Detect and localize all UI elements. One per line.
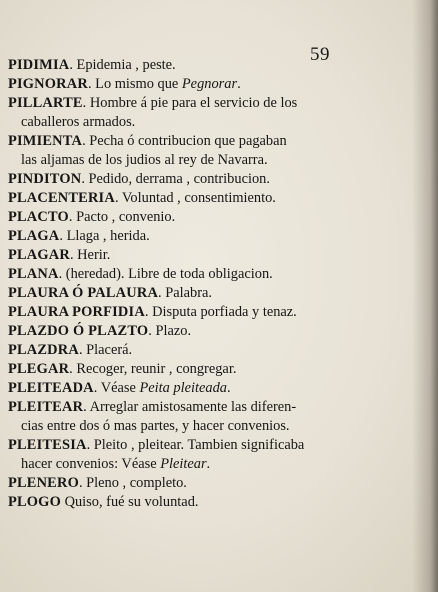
entry-text: . Arreglar amistosamente las diferen- (83, 399, 297, 415)
glossary-entry (8, 341, 326, 360)
glossary-entry (8, 132, 326, 170)
entry-line (8, 75, 326, 94)
entry-text: . Disputa porfiada y tenaz. (144, 304, 297, 320)
entry-line (8, 493, 326, 512)
glossary-entry (8, 360, 326, 379)
entry-text: . Pleito , pleitear. Tambien significaba (86, 437, 305, 453)
glossary-entry (8, 303, 326, 322)
entry-text: . Voluntad , consentimiento. (114, 190, 276, 206)
entry-text: . Pecha ó contribucion que pagaban (82, 133, 287, 149)
entry-continuation-line (8, 113, 326, 132)
entry-headword: PLAGA (8, 228, 60, 244)
entry-line (8, 265, 326, 284)
glossary-entry (8, 265, 326, 284)
entry-line (8, 341, 326, 360)
entry-headword: PLOGO (8, 494, 61, 510)
glossary-entry (8, 322, 326, 341)
entry-line (8, 208, 326, 227)
entry-text: . Pedido, derrama , contribucion. (81, 171, 270, 187)
entry-text: . Epidemia , peste. (69, 57, 176, 73)
glossary-entry (8, 436, 326, 474)
glossary-entry (8, 56, 326, 75)
entry-headword: PLACENTERIA (8, 190, 115, 206)
entry-text: . Pleno , completo. (78, 475, 187, 491)
entry-text: las aljamas de los judios al rey de Navarra. (21, 152, 268, 168)
entry-headword: PLAGAR (8, 247, 70, 263)
entry-text: . Llaga , herida. (59, 228, 150, 244)
entry-headword: PLANA (8, 266, 59, 282)
entry-headword: PLENERO (8, 475, 79, 491)
entry-line (8, 227, 326, 246)
entry-continuation-line (8, 151, 326, 170)
entry-headword: PLACTO (8, 209, 69, 225)
entry-line (8, 56, 326, 75)
glossary-entries (8, 56, 326, 512)
page-gutter-shadow (412, 0, 438, 592)
glossary-entry (8, 227, 326, 246)
entry-text: . (226, 380, 231, 396)
entry-headword: PLEITESIA (8, 437, 87, 453)
entry-continuation-line (8, 455, 326, 474)
entry-cross-reference: Pleitear (160, 456, 207, 472)
entry-text: . (heredad). Libre de toda obligacion. (58, 266, 273, 282)
entry-line (8, 360, 326, 379)
entry-line (8, 94, 326, 113)
entry-headword: PLAZDO Ó PLAZTO (8, 323, 149, 339)
glossary-entry (8, 189, 326, 208)
entry-headword: PLEITEAR (8, 399, 84, 415)
entry-text: cias entre dos ó mas partes, y hacer convenios. (21, 418, 290, 434)
entry-text: . Hombre á pie para el servicio de los (82, 95, 298, 111)
glossary-entry (8, 208, 326, 227)
entry-cross-reference: Pegnorar (181, 76, 238, 92)
entry-line (8, 436, 326, 455)
entry-headword: PIMIENTA (8, 133, 83, 149)
glossary-entry (8, 246, 326, 265)
entry-text: . Recoger, reunir , congregar. (69, 361, 237, 377)
entry-text: . Lo mismo que (87, 76, 182, 92)
entry-headword: PIDIMIA (8, 57, 70, 73)
entry-line (8, 246, 326, 265)
entry-line (8, 322, 326, 341)
entry-headword: PLEITEADA (8, 380, 94, 396)
entry-text: . Palabra. (158, 285, 212, 301)
entry-headword: PLEGAR (8, 361, 70, 377)
entry-headword: PILLARTE (8, 95, 83, 111)
entry-headword: PINDITON (8, 171, 82, 187)
entry-continuation-line (8, 417, 326, 436)
entry-line (8, 132, 326, 151)
entry-line (8, 284, 326, 303)
entry-text: . (237, 76, 241, 92)
entry-line (8, 170, 326, 189)
entry-line (8, 398, 326, 417)
entry-line (8, 303, 326, 322)
entry-headword: PLAURA PORFIDIA (8, 304, 145, 320)
glossary-entry (8, 379, 326, 398)
entry-headword: PLAURA Ó PALAURA (8, 285, 159, 301)
entry-line (8, 189, 326, 208)
glossary-entry (8, 170, 326, 189)
entry-text: . Placerá. (78, 342, 133, 358)
entry-cross-reference: Peita pleiteada (139, 380, 227, 396)
entry-text: . Plazo. (148, 323, 192, 339)
glossary-entry (8, 284, 326, 303)
page-number: 59 (310, 44, 330, 65)
glossary-entry (8, 493, 326, 512)
glossary-entry (8, 75, 326, 94)
entry-line (8, 379, 326, 398)
glossary-entry (8, 398, 326, 436)
glossary-entry (8, 94, 326, 132)
entry-text: Quiso, fué su voluntad. (60, 494, 199, 510)
glossary-entry (8, 474, 326, 493)
entry-headword: PIGNORAR (8, 76, 88, 92)
entry-text: . Pacto , convenio. (68, 209, 176, 225)
entry-text: caballeros armados. (21, 114, 136, 130)
entry-headword: PLAZDRA (8, 342, 79, 358)
entry-text: . Herir. (69, 247, 111, 263)
entry-text: . (206, 456, 211, 472)
entry-text: . Véase (93, 380, 140, 396)
entry-line (8, 474, 326, 493)
entry-text: hacer convenios: Véase (21, 456, 161, 472)
